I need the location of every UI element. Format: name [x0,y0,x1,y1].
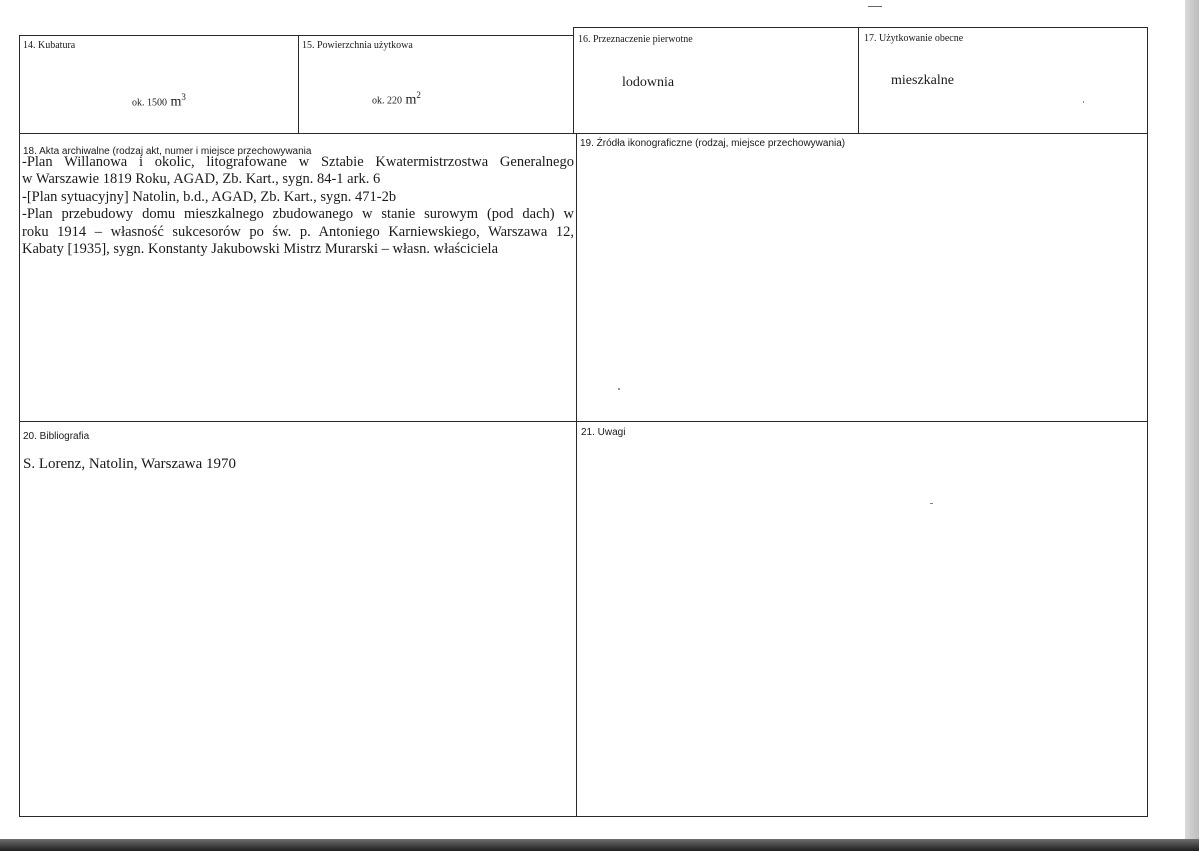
akta-archiwalne-text [22,154,574,258]
akta-line: w Warszawie 1819 Roku, AGAD, Zb. Kart., sygn. 84-1 ark. 6 [22,171,381,188]
akta-line: Kabaty [1935], sygn. Konstanty Jakubowski Mistrz Murarski – własn. właściciela [22,241,499,258]
cell-przeznaczenie [573,27,858,133]
label-przeznaczenie: 16. Przeznaczenie pierwotne [578,34,693,45]
powierzchnia-number: ok. 220 [372,95,402,107]
value-uzytkowanie: mieszkalne [891,73,954,88]
table-border-bottom [19,816,1148,817]
kubatura-unit: m [170,94,182,110]
akta-line: roku 1914 – własność sukcesorów po św. p. Antoniego Karniewskiego, Warszawa 12, [22,223,574,240]
label-akta-archiwalne: 18. Akta archiwalne (rodzaj akt, numer i miejsce przechowywania [23,146,312,157]
kubatura-exponent: 3 [181,92,186,102]
cell-uwagi [576,421,1147,816]
scan-bottom-edge [0,839,1199,851]
scan-speck [618,388,620,390]
cell-kubatura [19,35,298,133]
akta-line: -[Plan sytuacyjny] Natolin, b.d., AGAD, Zb. Kart., sygn. 471-2b [22,188,397,205]
label-zrodla-ikonograficzne: 19. Źródła ikonograficzne (rodzaj, miejsce przechowywania) [580,138,846,149]
powierzchnia-exponent: 2 [416,90,421,100]
label-uzytkowanie: 17. Użytkowanie obecne [864,33,964,44]
label-bibliografia: 20. Bibliografia [23,431,90,442]
cell-zrodla-ikonograficzne [576,133,1147,421]
scan-speck [930,503,933,504]
akta-line: -Plan Willanowa i okolic, litografowane w Sztabie Kwatermistrzostwa Generalnego [22,154,574,170]
value-powierzchnia [372,90,421,109]
table-border-right [1147,27,1148,816]
scan-speck [1083,101,1084,103]
scan-right-edge [1185,0,1199,851]
scan-mark [868,6,882,7]
powierzchnia-unit: m [405,92,417,108]
label-powierzchnia: 15. Powierzchnia użytkowa [302,40,413,51]
value-bibliografia: S. Lorenz, Natolin, Warszawa 1970 [23,456,237,472]
value-kubatura [132,92,186,111]
label-kubatura: 14. Kubatura [23,40,76,51]
label-uwagi: 21. Uwagi [581,427,626,438]
value-przeznaczenie: lodownia [622,75,675,90]
kubatura-number: ok. 1500 [132,97,167,109]
cell-bibliografia [19,421,576,816]
cell-uzytkowanie [858,27,1147,133]
akta-line: -Plan przebudowy domu mieszkalnego zbudowanego w stanie surowym (pod dach) w [22,206,574,223]
cell-powierzchnia [298,35,573,133]
